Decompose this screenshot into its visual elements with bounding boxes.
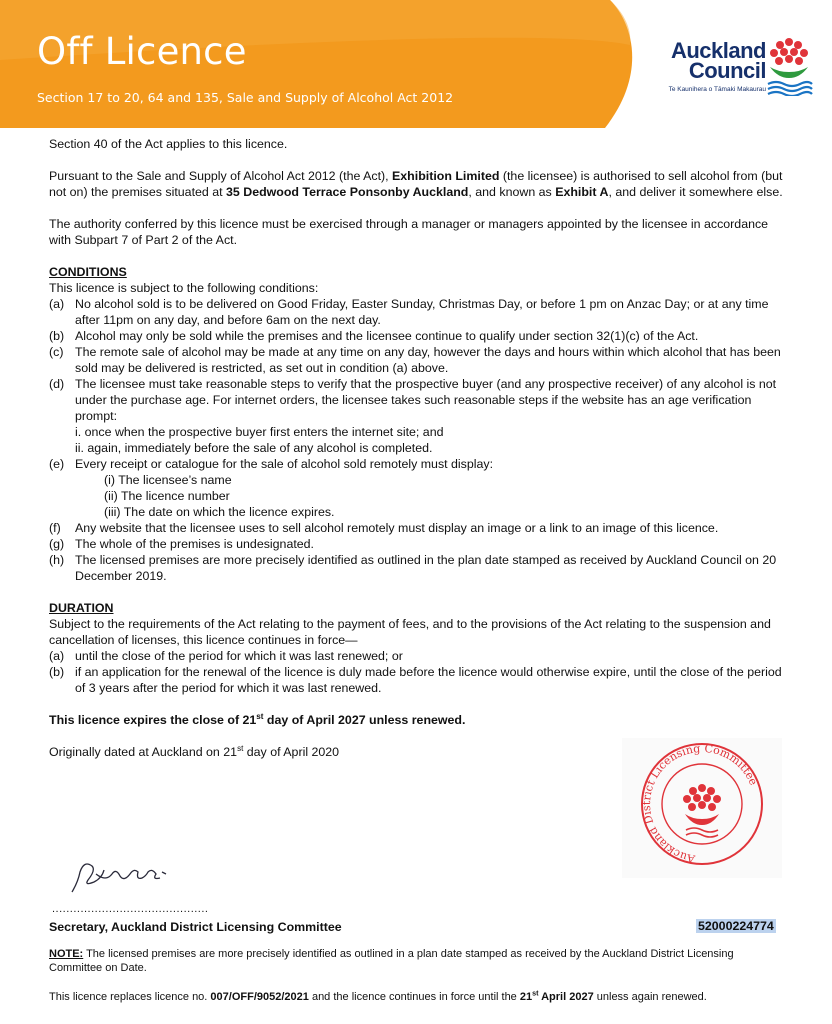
replaces-text: This licence replaces licence no. (49, 991, 211, 1003)
item-label: (e) (49, 457, 65, 471)
dated-text: Originally dated at Auckland on 21 (49, 745, 238, 759)
item-text-block (75, 376, 784, 456)
logo-tagline: Te Kaunihera o Tāmaki Makaurau (668, 86, 766, 93)
note-label: NOTE: (49, 948, 84, 960)
item-text: until the close of the period for which it was last renewed; or (75, 649, 403, 663)
item-label: (a) (49, 649, 65, 663)
duration-heading: DURATION (49, 601, 114, 615)
dated-text: day of April 2020 (243, 745, 340, 759)
logo-line-1: Auckland (670, 38, 766, 63)
item-label: (h) (49, 553, 65, 567)
authorisation-text: , and deliver it somewhere else. (608, 185, 783, 199)
item-text-block (75, 536, 784, 552)
item-text: Every receipt or catalogue for the sale of alcohol sold remotely must display: (75, 457, 494, 471)
item-text: The whole of the premises is undesignated. (75, 537, 315, 551)
item-label: (b) (49, 665, 65, 679)
item-text: The remote sale of alcohol may be made at any time on any day, however the days and hours within which alcohol that has been sold may be delivered is restricted, as set out in condition (a) above. (75, 345, 781, 375)
item-text-block (75, 520, 784, 536)
note-text: The licensed premises are more precisely identified as outlined in a plan date stamped as received by the Auckland District Licensing Committee on Date. (49, 948, 734, 974)
item-text: Alcohol may only be sold while the premises and the licensee continue to qualify under section 32(1)(c) of the Act. (75, 329, 699, 343)
expiry-statement (49, 712, 784, 728)
continue-until-date (520, 991, 594, 1003)
item-text: if an application for the renewal of the licence is duly made before the licence would otherwise expire, until the close of the period of 3 years after the period for which it was last renewed. (75, 665, 782, 695)
logo-line-2: Council (688, 58, 766, 83)
reference-number: 52000224774 (698, 919, 774, 933)
authorisation-text: Pursuant to the Sale and Supply of Alcohol Act 2012 (the Act), (49, 169, 393, 183)
sub-item: (i) The licensee’s name (104, 473, 232, 487)
committee-stamp (622, 738, 782, 878)
list-item (49, 664, 784, 696)
note-paragraph (49, 947, 784, 975)
duration-intro: Subject to the requirements of the Act relating to the payment of fees, and to the provisions of the Act relating to the suspension and cancellation of licenses, this licence continues in force— (49, 617, 771, 647)
item-text-block (75, 296, 784, 328)
authority-paragraph: The authority conferred by this licence must be exercised through a manager or managers appointed by the licensee in accordance with Subpart 7 of Part 2 of the Act. (49, 217, 769, 247)
list-item (49, 520, 784, 536)
sub-item: (iii) The date on which the licence expires. (104, 505, 335, 519)
premises-address: 35 Dedwood Terrace Ponsonby Auckland (226, 185, 469, 199)
authorisation-text: (the licensee) is authorised to sell alcohol from (but not on) the premises situated at (49, 169, 783, 199)
section-40-note: Section 40 of the Act applies to this licence. (49, 137, 288, 151)
premises-name: Exhibit A (555, 185, 609, 199)
sub-item: i. once when the prospective buyer first enters the internet site; and (75, 425, 444, 439)
expiry-text: day of April 2027 unless renewed. (263, 713, 466, 727)
authorisation-text: , and known as (468, 185, 556, 199)
sub-item: (ii) The licence number (104, 489, 230, 503)
list-item (49, 536, 784, 552)
item-text-block (75, 664, 784, 696)
list-item (49, 328, 784, 344)
auckland-council-logo (618, 34, 818, 104)
item-label: (f) (49, 521, 61, 535)
header-banner (0, 0, 832, 128)
replaces-paragraph (49, 990, 789, 1004)
item-text-block (75, 344, 784, 376)
duration-list (49, 648, 784, 696)
list-item (49, 648, 784, 664)
signature-line: ............................................ (52, 903, 209, 915)
conditions-intro: This licence is subject to the following conditions: (49, 281, 319, 295)
date-month-year: April 2027 (538, 991, 594, 1003)
expiry-text: This licence expires the close of 21 (49, 713, 257, 727)
list-item (49, 456, 784, 520)
item-text: No alcohol sold is to be delivered on Good Friday, Easter Sunday, Christmas Day, or before 1 pm on Anzac Day; or at any time after 11pm on any day, and before 6am on the next day. (75, 297, 769, 327)
page-subtitle: Section 17 to 20, 64 and 135, Sale and Supply of Alcohol Act 2012 (37, 90, 454, 105)
item-label: (a) (49, 297, 65, 311)
item-text: The licensed premises are more precisely identified as outlined in the plan date stamped as received by Auckland Council on 20 December 2019. (75, 553, 777, 583)
replaces-text: and the licence continues in force until the (308, 991, 520, 1003)
pohutukawa-flower-icon (764, 34, 814, 96)
conditions-heading: CONDITIONS (49, 265, 127, 279)
replaces-text: unless again renewed. (593, 991, 707, 1003)
item-label: (b) (49, 329, 65, 343)
item-text-block (75, 648, 784, 664)
replaced-licence-number: 007/OFF/9052/2021 (210, 991, 309, 1003)
dated-sup: st (237, 743, 244, 753)
svg-text:Auckland District Licensing Co: Auckland District Licensing Committee (640, 741, 761, 866)
item-text: The licensee must take reasonable steps to verify that the prospective buyer (and any prospective receiver) of any alcohol is not under the purchase age. For internet orders, the licensee takes such reasonable steps if the website has an age verification prompt: (75, 377, 777, 423)
conditions-list (49, 296, 784, 584)
item-text: Any website that the licensee uses to sell alcohol remotely must display an image or a link to an image of this licence. (75, 521, 719, 535)
committee-seal-image (622, 738, 782, 878)
list-item (49, 552, 784, 584)
secretary-title: Secretary, Auckland District Licensing Committee (49, 920, 342, 934)
item-label: (c) (49, 345, 64, 359)
item-label: (d) (49, 377, 65, 391)
expiry-sup: st (256, 711, 264, 721)
authorisation-paragraph (49, 168, 784, 200)
list-item (49, 344, 784, 376)
licence-body (49, 136, 784, 760)
secretary-signature (66, 852, 176, 902)
date-sup: st (532, 989, 539, 998)
list-item (49, 296, 784, 328)
date-day: 21 (519, 991, 533, 1003)
item-text-block (75, 328, 784, 344)
item-text-block (75, 552, 784, 584)
item-text-block (75, 456, 784, 520)
list-item (49, 376, 784, 456)
item-label: (g) (49, 537, 65, 551)
page-title: Off Licence (37, 30, 247, 73)
licensee-name: Exhibition Limited (392, 169, 500, 183)
sub-item: ii. again, immediately before the sale of any alcohol is completed. (75, 441, 433, 455)
